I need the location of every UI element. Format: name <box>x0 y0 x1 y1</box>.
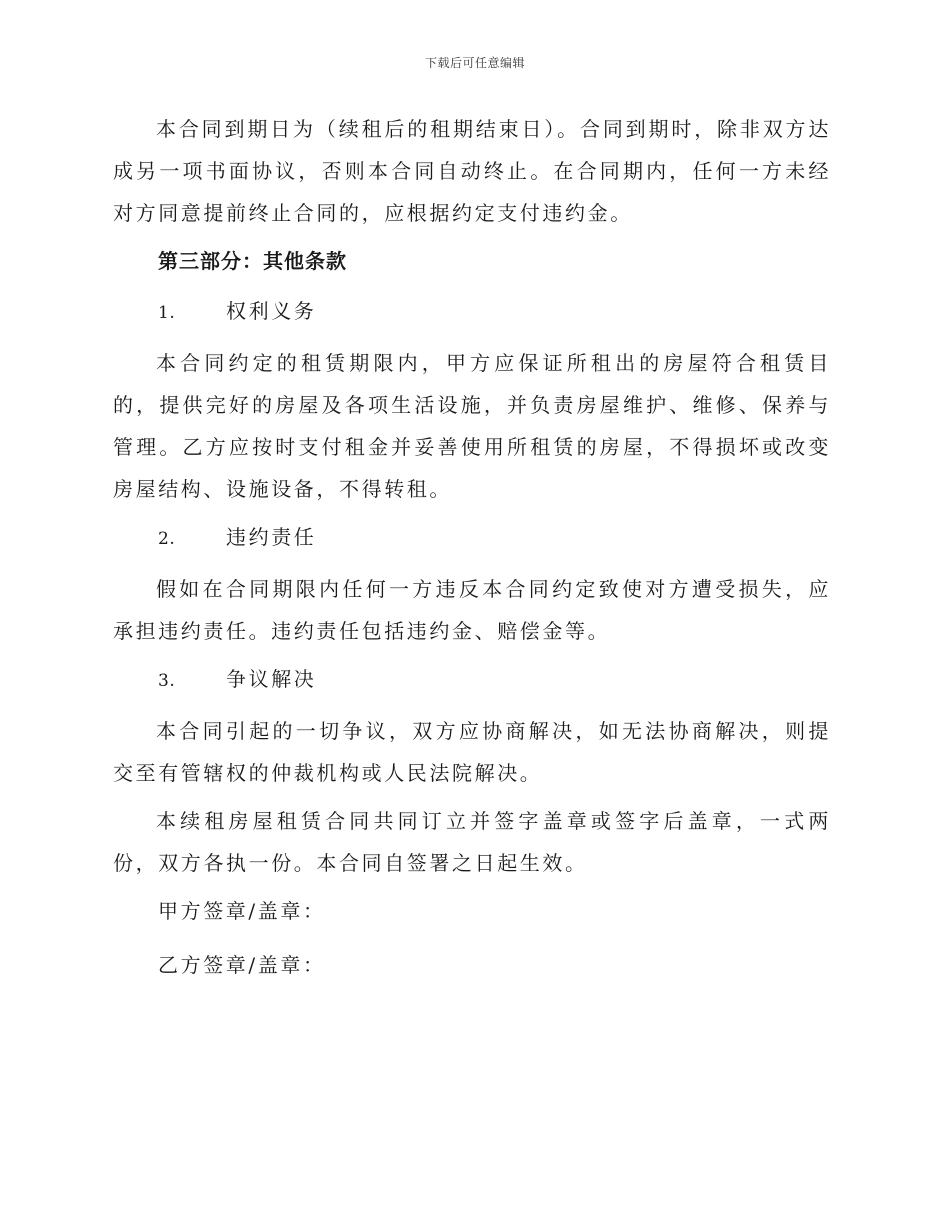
party-b-signature-line: 乙方签章/盖章： <box>158 953 326 977</box>
party-a-signature-line: 甲方签章/盖章： <box>158 899 326 923</box>
list-item-breach-liability <box>158 516 831 560</box>
list-item-rights-obligations <box>158 290 831 334</box>
section-heading-other-terms: 第三部分：其他条款 <box>158 249 347 273</box>
paragraph-contract-expiry: 本合同到期日为（续租后的租期结束日）。合同到期时，除非双方达成另一项书面协议，否则本合同自动终止。在合同期内，任何一方未经对方同意提前终止合同的，应根据约定支付违约金。 <box>113 117 831 225</box>
item-title: 违约责任 <box>226 525 317 549</box>
paragraph-breach-liability: 假如在合同期限内任何一方违反本合同约定致使对方遭受损失，应承担违约责任。违约责任包括违约金、赔偿金等。 <box>113 577 831 643</box>
paragraph-closing: 本续租房屋租赁合同共同订立并签字盖章或签字后盖章，一式两份，双方各执一份。本合同自签署之日起生效。 <box>113 809 831 875</box>
item-number: 2. <box>158 529 176 549</box>
paragraph-dispute-resolution: 本合同引起的一切争议，双方应协商解决，如无法协商解决，则提交至有管辖权的仲裁机构或人民法院解决。 <box>113 719 831 785</box>
list-item-dispute-resolution <box>158 658 831 702</box>
item-number: 3. <box>158 671 176 691</box>
paragraph-rights-obligations: 本合同约定的租赁期限内，甲方应保证所租出的房屋符合租赁目的，提供完好的房屋及各项生活设施，并负责房屋维护、维修、保养与管理。乙方应按时支付租金并妥善使用所租赁的房屋，不得损坏或改变房屋结构、设施设备，不得转租。 <box>113 351 831 501</box>
item-number: 1. <box>158 303 176 323</box>
page-header: 下载后可任意编辑 <box>424 56 525 70</box>
item-title: 权利义务 <box>226 299 317 323</box>
document-body <box>113 108 831 998</box>
item-title: 争议解决 <box>226 667 317 691</box>
